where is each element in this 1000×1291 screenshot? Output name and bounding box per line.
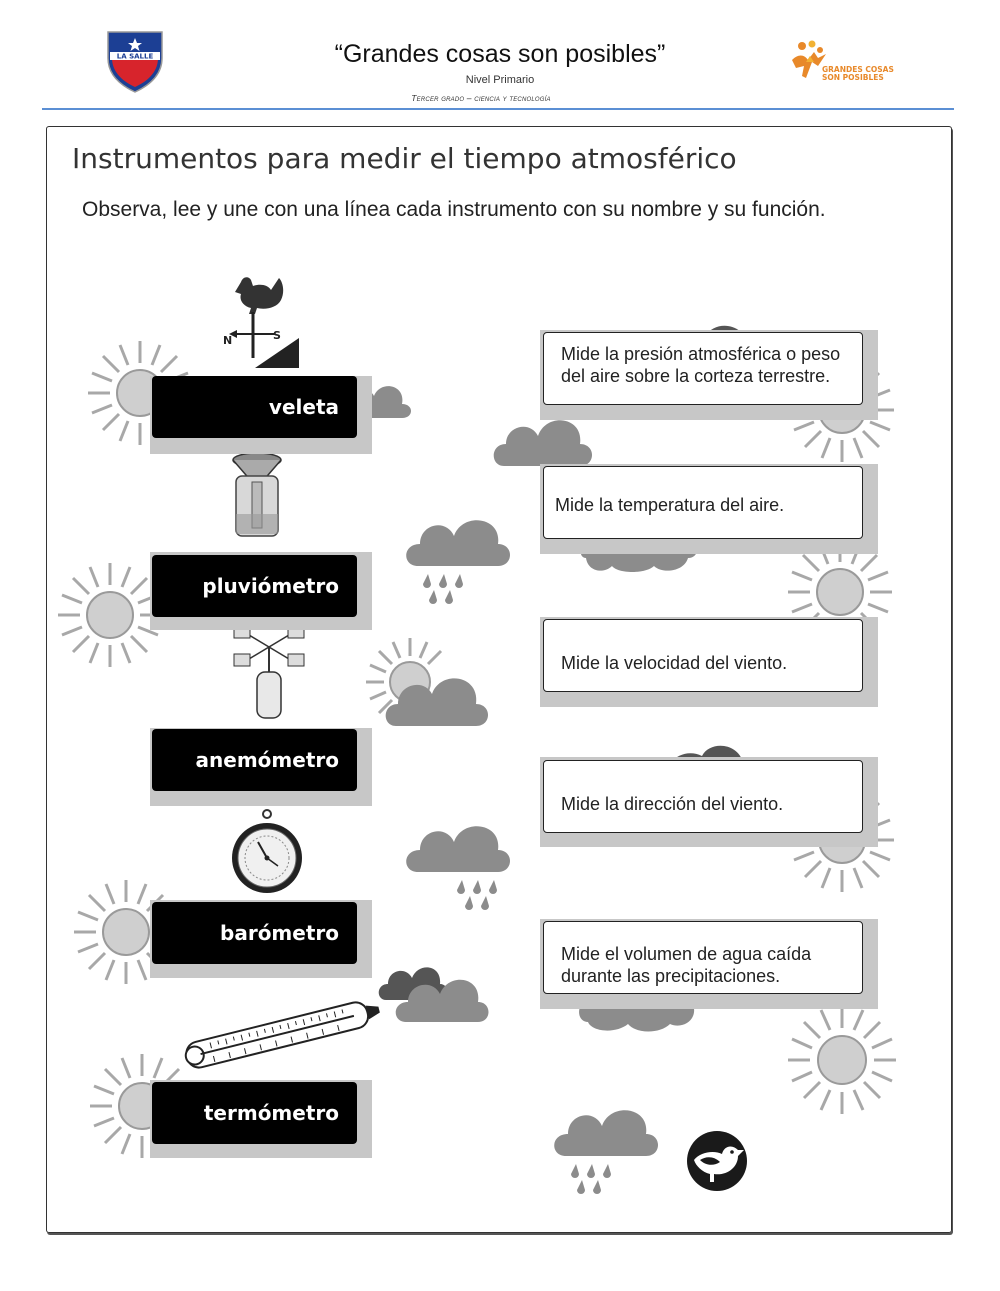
svg-text:LA SALLE: LA SALLE [116, 52, 154, 61]
svg-text:S: S [273, 329, 281, 342]
header-grade: Tercer grado – ciencia y tecnología [411, 93, 551, 103]
bird-logo-icon [686, 1130, 748, 1192]
header-level: Nivel Primario [465, 74, 535, 86]
anemometer-icon [230, 622, 310, 722]
name-card-anemometro[interactable]: anemómetro [152, 729, 357, 791]
barometer-icon [230, 808, 304, 898]
function-card-temperatura[interactable]: Mide la temperatura del aire. [543, 466, 863, 539]
function-card-direccion[interactable]: Mide la dirección del viento. [543, 760, 863, 833]
rain-cloud-icon [552, 1096, 662, 1196]
weather-vane-icon [219, 272, 299, 368]
function-card-presion[interactable]: Mide la presión atmosférica o peso del aire sobre la corteza terrestre. [543, 332, 863, 405]
worksheet-instruction: Observa, lee y une con una línea cada instrumento con su nombre y su función. [82, 198, 826, 221]
name-card-barometro[interactable]: barómetro [152, 902, 357, 964]
worksheet-title: Instrumentos para medir el tiempo atmosférico [72, 142, 737, 175]
rain-cloud-icon [404, 506, 514, 606]
cloud-icon [384, 660, 494, 732]
rain-cloud-icon [404, 812, 514, 912]
function-card-velocidad[interactable]: Mide la velocidad del viento. [543, 619, 863, 692]
function-card-volumen[interactable]: Mide el volumen de agua caída durante las precipitaciones. [543, 921, 863, 994]
thermometer-icon [170, 998, 384, 1070]
svg-text:GRANDES COSAS: GRANDES COSAS [822, 65, 894, 74]
name-card-pluviometro[interactable]: pluviómetro [152, 555, 357, 617]
sun-icon [780, 998, 904, 1122]
name-card-termometro[interactable]: termómetro [152, 1082, 357, 1144]
svg-text:N: N [223, 334, 233, 347]
header-rule [42, 108, 954, 110]
name-card-veleta[interactable]: veleta [152, 376, 357, 438]
grandes-cosas-logo [786, 38, 896, 86]
cloud-icon [378, 954, 494, 1028]
header-title: “Grandes cosas son posibles” [334, 40, 666, 68]
svg-text:SON POSIBLES: SON POSIBLES [822, 73, 884, 82]
rain-gauge-icon [224, 448, 290, 542]
